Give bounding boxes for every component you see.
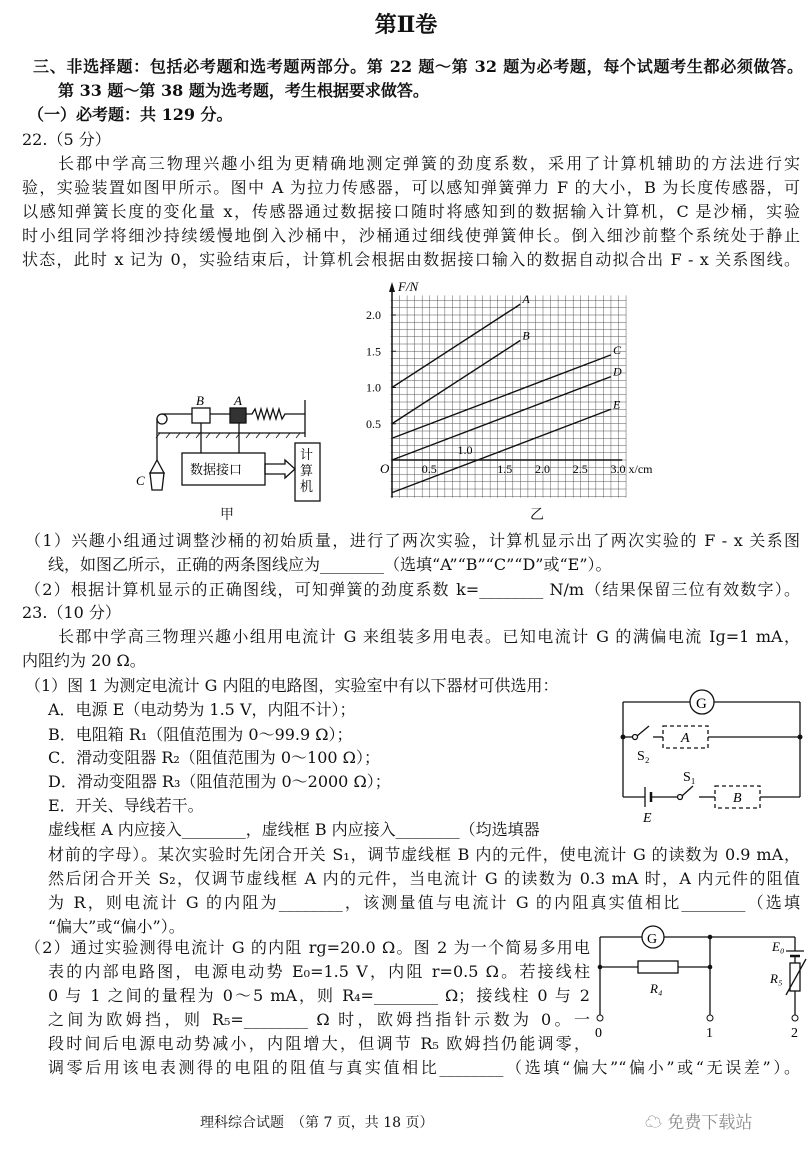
- option-a: A．电源 E（电动势为 1.5 V，内阻不计）；: [48, 700, 356, 719]
- r5-label: R₅: [770, 971, 783, 986]
- graph-line-c: [392, 355, 611, 438]
- q22-para: 以感知弹簧长度的变化量 x，传感器通过数据接口随时将感知到的数据输入计算机，C 是沙桶，实验: [22, 202, 800, 221]
- graph-line-label: B: [522, 328, 530, 343]
- q23-part1-heading: （1）图 1 为测定电流计 G 内阻的电路图，实验室中有以下器材可供选用：: [25, 676, 559, 695]
- graph-line-e: [392, 409, 611, 492]
- label-a: A: [234, 393, 242, 408]
- q23-intro: 内阻约为 20 Ω。: [22, 651, 146, 670]
- q22-para: 长郡中学高三物理兴趣小组为更精确地测定弹簧的劲度系数，采用了计算机辅助的方法进行实: [58, 154, 800, 173]
- q22-para: 时小组同学将细沙持续缓慢地倒入沙桶中，沙桶通过细线使弹簧伸长。倒入细沙前整个系统处于静止: [22, 226, 800, 245]
- page-footer: 理科综合试题 （第 7 页，共 18 页）: [200, 1115, 434, 1131]
- q22-sub2: （2）根据计算机显示的正确图线，可知弹簧的劲度系数 k=________ N/m（结果保留三位有效数字）。: [25, 580, 800, 599]
- q22-sub1-cont: 线，如图乙所示，正确的两条图线应为________（选填“A”“B”“C”“D”或“E”）。: [48, 555, 612, 574]
- graph-line-label: E: [612, 397, 621, 412]
- option-d: D．滑动变阻器 R₃（阻值范围为 0～2000 Ω）；: [48, 772, 391, 791]
- watermark: [645, 1108, 752, 1133]
- wechat-icon: ☁: [645, 1113, 668, 1133]
- q23-part1-text: 材前的字母）。某次实验时先闭合开关 S₁，调节虚线框 B 内的元件，使电流计 G 的读数为 0.9 mA，: [48, 845, 800, 864]
- label-c: C: [136, 473, 145, 488]
- switch-s2-label: S₂: [637, 749, 650, 764]
- switch-s1-label: S₁: [683, 770, 696, 785]
- q22-para: 状态，此时 x 记为 0，实验结束后，计算机会根据由数据接口输入的数据自动拟合出 F - x 关系图线。: [22, 250, 800, 269]
- y-tick-label: 2.0: [366, 308, 381, 322]
- figure-yi-caption: 乙: [530, 507, 544, 523]
- terminal-1: 1: [706, 1026, 713, 1041]
- y-tick-label: 0.5: [366, 416, 381, 431]
- x-tick-label: 2.0: [535, 462, 550, 476]
- option-c: C．滑动变阻器 R₂（阻值范围为 0～100 Ω）；: [48, 748, 380, 767]
- graph-line-d: [392, 377, 611, 460]
- q23-part1-text: 为 R，则电流计 G 的内阻为________，该测量值与电流计 G 的内阻真实值相比________（选填: [48, 893, 800, 912]
- computer-label: 算: [300, 463, 314, 478]
- graph-line-a: [392, 304, 520, 387]
- q23-part2-text: 表的内部电路图，电源电动势 E₀=1.5 V，内阻 r=0.5 Ω。若接线柱: [48, 962, 590, 981]
- x-tick-label: 1.5: [497, 462, 513, 476]
- data-interface-label: 数据接口: [190, 462, 243, 477]
- section-instructions-line1: 三、非选择题：包括必考题和选考题两部分。第 22 题～第 32 题为必考题，每个试题考生都必须做答。: [33, 57, 803, 76]
- computer-label: 计: [300, 447, 314, 462]
- figure-jia-caption: 甲: [220, 507, 234, 523]
- q23-part1-text: “偏大”或“偏小”）。: [48, 917, 185, 936]
- galvanometer-g-label: G: [647, 932, 658, 947]
- x-tick-label: 2.5: [572, 462, 588, 476]
- q23-part1-text: 然后闭合开关 S₂，仅调节虚线框 A 内的元件，当电流计 G 的读数为 0.3 mA 时，A 内元件的阻值: [48, 869, 800, 888]
- section-subheading: （一）必考题：共 129 分。: [28, 105, 233, 124]
- option-e: E．开关、导线若干。: [48, 796, 204, 815]
- y-tick-label: 1.0: [366, 380, 381, 395]
- watermark-text: 免费下载站: [667, 1113, 753, 1133]
- q22-sub1: （1）兴趣小组通过调整沙桶的初始质量，进行了两次实验，计算机显示出了两次实验的 F - x 关系图: [25, 531, 800, 550]
- origin-label: O: [380, 461, 390, 476]
- q23-header: 23.（10 分）: [22, 603, 121, 622]
- x-tick-label: 1.0: [457, 443, 473, 457]
- q23-part2-text: 0 与 1 之间的量程为 0～5 mA，则 R₄=________ Ω；接线柱 0 与 2: [48, 986, 590, 1005]
- e0-label: E₀: [772, 939, 785, 954]
- label-b: B: [196, 393, 204, 408]
- q23-part2-text: 调零后用该电表测得的电阻的阻值与真实值相比________（选填“偏大”“偏小”或“无误差”）。: [48, 1058, 800, 1077]
- figure-jia-apparatus: [130, 395, 330, 515]
- q22-para: 验，实验装置如图甲所示。图中 A 为拉力传感器，可以感知弹簧弹力 F 的大小，B 为长度传感器，可: [22, 178, 800, 197]
- y-axis-arrow: [389, 282, 395, 292]
- q23-part2-text: 之间为欧姆挡，则 R₅=________ Ω 时，欧姆挡指针示数为 0。一: [48, 1010, 590, 1029]
- graph-line-label: D: [612, 364, 622, 379]
- q23-part2-text: 段时间后电源电动势减小，内阻增大，但调节 R₅ 欧姆挡仍能调零，: [48, 1034, 590, 1053]
- graph-line-label: C: [612, 342, 621, 357]
- figure1-circuit: [615, 682, 810, 826]
- section-instructions-line2: 第 33 题～第 38 题为选考题，考生根据要求做答。: [58, 81, 429, 100]
- graph-line-label: A: [522, 292, 530, 307]
- q22-header: 22.（5 分）: [22, 130, 111, 149]
- x-tick-label: 0.5: [421, 462, 437, 476]
- q23-intro: 长郡中学高三物理兴趣小组用电流计 G 来组装多用电表。已知电流计 G 的满偏电流 Iɡ=1 mA，: [58, 627, 800, 646]
- computer-label: 机: [300, 479, 314, 494]
- terminal-0: 0: [595, 1026, 602, 1041]
- figure2-circuit: [590, 925, 805, 1045]
- terminal-2: 2: [791, 1026, 798, 1041]
- q23-part2-text: （2）通过实验测得电流计 G 的内阻 rɡ=20.0 Ω。图 2 为一个简易多用电: [25, 938, 590, 957]
- y-axis-label: F/N: [398, 279, 419, 294]
- x-axis-label: x/cm: [628, 462, 653, 476]
- x-tick-label: 3.0: [610, 462, 626, 476]
- y-tick-label: 1.5: [366, 344, 381, 359]
- figure-yi-graph: [360, 278, 660, 510]
- r4-label: R₄: [650, 981, 663, 996]
- galvanometer-g-label: G: [696, 696, 707, 712]
- box-a-label: A: [681, 731, 690, 746]
- graph-line-b: [392, 340, 520, 423]
- page-title: 第Ⅱ卷: [374, 12, 438, 38]
- q23-part1-text: 虚线框 A 内应接入________，虚线框 B 内应接入________（均选填器: [48, 820, 540, 839]
- box-b-label: B: [733, 791, 742, 806]
- option-b: B．电阻箱 R₁（阻值范围为 0～99.9 Ω）；: [48, 725, 353, 744]
- source-e-label: E: [643, 811, 652, 826]
